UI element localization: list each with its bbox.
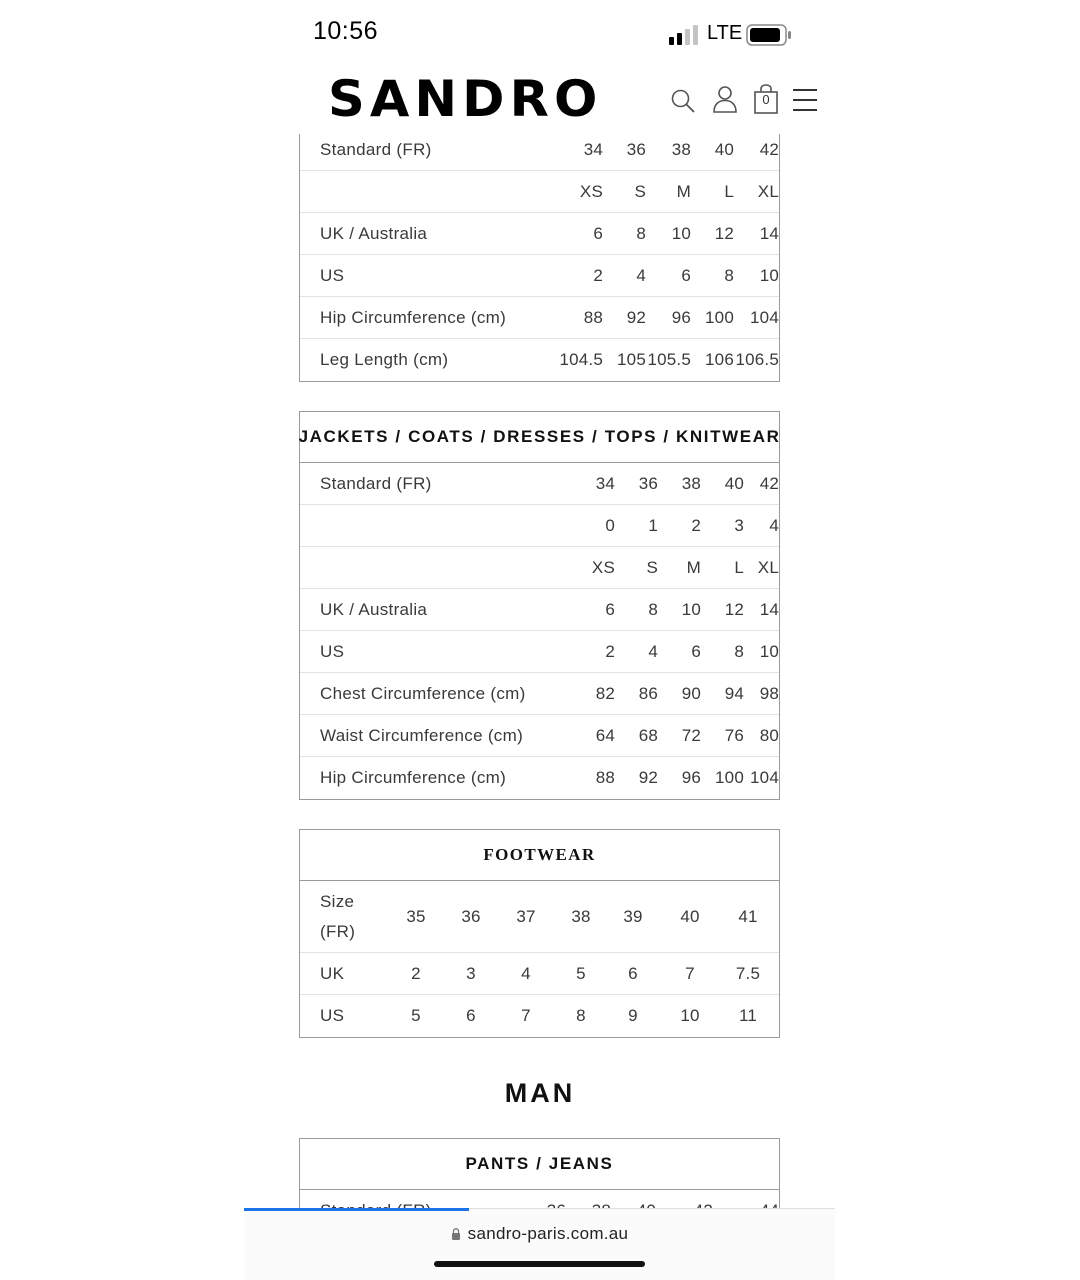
- size-cell: 10: [680, 1006, 700, 1025]
- site-header: [0, 68, 1080, 134]
- size-cell: 5: [576, 964, 586, 983]
- size-table-women-pants: [299, 129, 780, 382]
- size-table-jackets: [299, 411, 780, 800]
- size-cell: 98: [759, 684, 779, 703]
- row-label: Standard (FR): [320, 140, 432, 159]
- size-cell: 3: [734, 516, 744, 535]
- size-cell: 9: [628, 1006, 638, 1025]
- size-cell: XS: [591, 558, 615, 577]
- size-cell: 88: [595, 768, 615, 787]
- size-cell: S: [634, 182, 646, 201]
- size-cell: 4: [521, 964, 531, 983]
- row-label: US: [320, 642, 345, 661]
- table-row: [300, 995, 779, 1037]
- size-cell: 40: [724, 474, 744, 493]
- table-row: [300, 213, 779, 255]
- size-cell: 3: [466, 964, 476, 983]
- size-cell: 36: [461, 907, 481, 926]
- row-label: US: [320, 266, 345, 285]
- size-cell: 36: [626, 140, 646, 159]
- size-cell: 12: [724, 600, 744, 619]
- size-cell: 100: [705, 308, 734, 327]
- size-cell: 14: [759, 600, 779, 619]
- account-icon[interactable]: [712, 85, 738, 113]
- size-cell: L: [734, 558, 744, 577]
- size-cell: 88: [583, 308, 603, 327]
- size-cell: XL: [757, 558, 779, 577]
- size-cell: 64: [595, 726, 615, 745]
- size-cell: 36: [638, 474, 658, 493]
- size-cell: 76: [724, 726, 744, 745]
- size-cell: 106: [705, 350, 734, 369]
- row-label: Standard (FR): [320, 474, 432, 493]
- table-row: [300, 129, 779, 171]
- table-row: [300, 255, 779, 297]
- network-type: LTE: [707, 22, 743, 44]
- table-title: PANTS / JEANS: [300, 1139, 779, 1190]
- size-cell: 8: [636, 224, 646, 243]
- size-cell: 80: [759, 726, 779, 745]
- size-cell: M: [676, 182, 691, 201]
- size-cell: 90: [681, 684, 701, 703]
- section-heading-man: MAN: [504, 1078, 576, 1108]
- table-row: [300, 757, 779, 799]
- size-cell: 10: [681, 600, 701, 619]
- url-display[interactable]: [244, 1224, 835, 1244]
- size-cell: 34: [583, 140, 603, 159]
- size-cell: 0: [605, 516, 615, 535]
- size-cell: M: [686, 558, 701, 577]
- size-cell: 105: [617, 350, 646, 369]
- size-cell: 7.5: [735, 964, 761, 983]
- size-cell: 2: [411, 964, 421, 983]
- size-cell: 10: [759, 642, 779, 661]
- size-cell: 8: [734, 642, 744, 661]
- size-cell: 5: [411, 1006, 421, 1025]
- size-cell: 104: [750, 768, 779, 787]
- size-cell: 6: [593, 224, 603, 243]
- size-cell: 40: [680, 907, 700, 926]
- sandro-logo[interactable]: SANDRO: [328, 70, 603, 128]
- size-cell: 6: [681, 266, 691, 285]
- table-row: [300, 631, 779, 673]
- size-cell: 96: [681, 768, 701, 787]
- row-label: Leg Length (cm): [320, 350, 449, 369]
- size-cell: 4: [648, 642, 658, 661]
- size-cell: 6: [605, 600, 615, 619]
- table-title: FOOTWEAR: [300, 830, 779, 881]
- table-row: [300, 547, 779, 589]
- size-cell: 35: [406, 907, 426, 926]
- table-row: [300, 463, 779, 505]
- lock-icon: [451, 1228, 461, 1240]
- size-cell: 39: [623, 907, 643, 926]
- size-cell: 38: [671, 140, 691, 159]
- size-cell: 40: [714, 140, 734, 159]
- menu-icon[interactable]: [792, 87, 818, 113]
- row-label: Hip Circumference (cm): [320, 768, 507, 787]
- size-cell: 105.5: [647, 350, 691, 369]
- size-cell: XS: [579, 182, 603, 201]
- row-label: Hip Circumference (cm): [320, 308, 507, 327]
- row-label: US: [320, 1006, 345, 1025]
- row-label: Waist Circumference (cm): [320, 726, 524, 745]
- size-cell: 34: [595, 474, 615, 493]
- size-cell: 7: [685, 964, 695, 983]
- size-cell: 38: [681, 474, 701, 493]
- size-cell: 4: [636, 266, 646, 285]
- page-load-progress: [244, 1208, 469, 1211]
- size-cell: 1: [648, 516, 658, 535]
- row-label: Chest Circumference (cm): [320, 684, 526, 703]
- row-label: UK / Australia: [320, 224, 428, 243]
- size-cell: 6: [466, 1006, 476, 1025]
- table-row: [300, 505, 779, 547]
- row-label: UK / Australia: [320, 600, 428, 619]
- size-table-footwear: [299, 829, 780, 1038]
- size-cell: 42: [759, 140, 779, 159]
- table-row: [300, 339, 779, 381]
- size-cell: 14: [759, 224, 779, 243]
- cellular-signal-icon: [669, 25, 699, 45]
- size-cell: 4: [769, 516, 779, 535]
- status-bar: [0, 0, 1080, 68]
- size-cell: 100: [715, 768, 744, 787]
- size-cell: 42: [759, 474, 779, 493]
- size-cell: 92: [638, 768, 658, 787]
- table-row: [300, 715, 779, 757]
- size-cell: 41: [738, 907, 758, 926]
- home-indicator[interactable]: [434, 1261, 645, 1267]
- size-cell: 94: [724, 684, 744, 703]
- table-row: [300, 589, 779, 631]
- size-cell: 12: [714, 224, 734, 243]
- size-cell: 104: [750, 308, 779, 327]
- size-cell: 11: [738, 1006, 758, 1025]
- table-title: JACKETS / COATS / DRESSES / TOPS / KNITWEAR: [300, 412, 779, 463]
- url-text: sandro-paris.com.au: [467, 1224, 629, 1243]
- size-cell: 8: [576, 1006, 586, 1025]
- status-time: 10:56: [313, 17, 379, 45]
- battery-icon: [746, 24, 792, 46]
- size-cell: 2: [605, 642, 615, 661]
- size-cell: 6: [691, 642, 701, 661]
- size-cell: 10: [759, 266, 779, 285]
- search-icon[interactable]: [670, 88, 696, 114]
- size-cell: XL: [757, 182, 779, 201]
- browser-address-bar[interactable]: [244, 1208, 835, 1280]
- cart-count: 0: [762, 92, 770, 107]
- table-row: [300, 171, 779, 213]
- table-row: [300, 673, 779, 715]
- size-cell: 37: [516, 907, 536, 926]
- size-cell: S: [646, 558, 658, 577]
- size-cell: 82: [595, 684, 615, 703]
- size-cell: 2: [691, 516, 701, 535]
- size-cell: 96: [671, 308, 691, 327]
- row-label: Size (FR): [320, 892, 356, 941]
- size-cell: 10: [671, 224, 691, 243]
- size-cell: 2: [593, 266, 603, 285]
- size-cell: 7: [521, 1006, 531, 1025]
- size-cell: 8: [724, 266, 734, 285]
- size-cell: 106.5: [735, 350, 779, 369]
- size-cell: 86: [638, 684, 658, 703]
- size-cell: 104.5: [559, 350, 603, 369]
- row-label: UK: [320, 964, 345, 983]
- size-cell: 72: [681, 726, 701, 745]
- size-cell: 6: [628, 964, 638, 983]
- table-row: [300, 881, 779, 953]
- size-cell: 38: [571, 907, 591, 926]
- size-cell: L: [724, 182, 734, 201]
- size-cell: 92: [626, 308, 646, 327]
- table-row: [300, 953, 779, 995]
- table-row: [300, 297, 779, 339]
- size-cell: 8: [648, 600, 658, 619]
- size-cell: 68: [638, 726, 658, 745]
